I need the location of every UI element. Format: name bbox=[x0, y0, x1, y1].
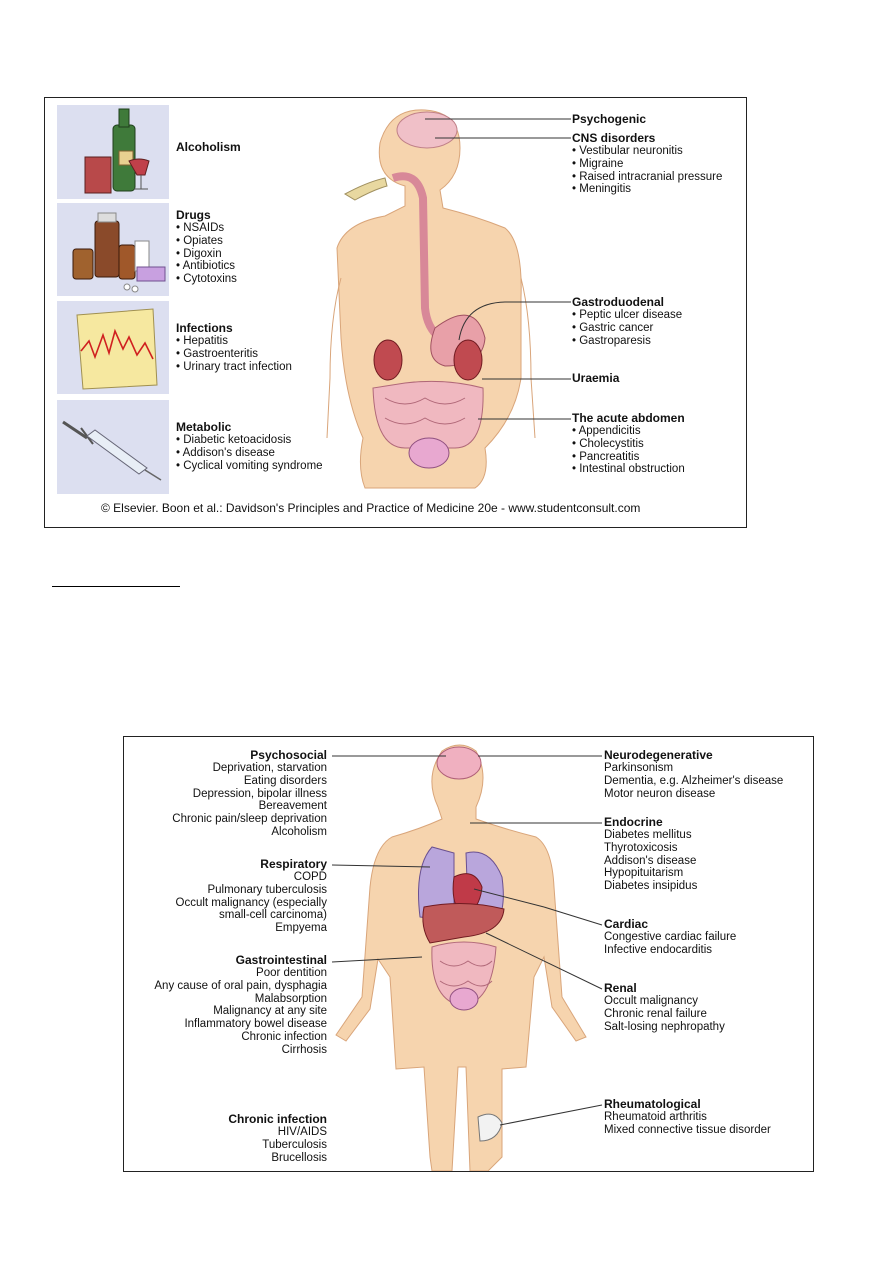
cause-uraemia-title: Uraemia bbox=[572, 371, 620, 385]
list-item: Diabetes insipidus bbox=[604, 880, 698, 893]
cause-renal-title: Renal bbox=[604, 981, 637, 995]
list-item: Diabetes mellitus bbox=[604, 829, 692, 841]
list-item: • Gastroparesis bbox=[572, 334, 651, 347]
list-item: • Raised intracranial pressure bbox=[572, 170, 723, 183]
list-item: Tuberculosis bbox=[262, 1138, 327, 1151]
list-item: Alcoholism bbox=[271, 825, 327, 838]
list-item: Congestive cardiac failure bbox=[604, 931, 737, 943]
list-item: Chronic renal failure bbox=[604, 1007, 707, 1020]
list-item: Malignancy at any site bbox=[213, 1005, 327, 1018]
cause-psychosocial-title: Psychosocial bbox=[250, 748, 327, 762]
list-item: Rheumatoid arthritis bbox=[604, 1111, 707, 1123]
list-item: Infective endocarditis bbox=[604, 943, 713, 956]
list-item: Chronic infection bbox=[241, 1030, 327, 1043]
cause-rheumatological-title: Rheumatological bbox=[604, 1097, 701, 1111]
drug-bottles-icon bbox=[57, 203, 169, 296]
cause-infections-title: Infections bbox=[176, 321, 233, 335]
list-item: • Vestibular neuronitis bbox=[572, 145, 683, 157]
cause-cns bbox=[572, 132, 722, 196]
list-item: Malabsorption bbox=[254, 992, 327, 1005]
list-item: • Addison's disease bbox=[176, 446, 275, 459]
list-item: Any cause of oral pain, dysphagia bbox=[154, 979, 327, 992]
panel-metabolic bbox=[57, 400, 169, 494]
list-item: • Antibiotics bbox=[176, 260, 236, 273]
cause-drugs-title: Drugs bbox=[176, 208, 211, 222]
cause-cns-title: CNS disorders bbox=[572, 131, 656, 145]
list-item: • Cyclical vomiting syndrome bbox=[176, 459, 323, 472]
cause-endocrine bbox=[604, 816, 697, 893]
panel-infections bbox=[57, 301, 169, 394]
cause-gastroduodenal-title: Gastroduodenal bbox=[572, 295, 665, 309]
cause-gastrointestinal bbox=[154, 954, 327, 1057]
figure-weight-loss-causes bbox=[123, 736, 814, 1172]
cause-chronic-infection bbox=[228, 1113, 327, 1164]
list-item: COPD bbox=[293, 871, 327, 883]
cause-respiratory bbox=[176, 858, 327, 935]
list-item: • Gastric cancer bbox=[572, 321, 654, 334]
list-item: Brucellosis bbox=[271, 1151, 327, 1164]
list-item: Empyema bbox=[275, 922, 327, 935]
cause-respiratory-title: Respiratory bbox=[260, 857, 327, 871]
list-item: • Cytotoxins bbox=[176, 273, 237, 286]
cause-endocrine-title: Endocrine bbox=[604, 815, 663, 829]
list-item: • Cholecystitis bbox=[572, 437, 644, 450]
list-item: Hypopituitarism bbox=[604, 867, 684, 880]
list-item: • Intestinal obstruction bbox=[572, 463, 685, 476]
panel-alcoholism bbox=[57, 105, 169, 199]
list-item: Pulmonary tuberculosis bbox=[207, 883, 327, 896]
cause-cardiac bbox=[604, 918, 736, 957]
list-item: Addison's disease bbox=[604, 854, 697, 867]
list-item: • Peptic ulcer disease bbox=[572, 309, 683, 321]
figure-vomiting-causes bbox=[44, 97, 747, 528]
list-item: Occult malignancy bbox=[604, 995, 698, 1007]
list-item: • Gastroenteritis bbox=[176, 347, 259, 360]
list-item: • Urinary tract infection bbox=[176, 360, 292, 373]
list-item: • Meningitis bbox=[572, 183, 632, 196]
list-item: small-cell carcinoma) bbox=[219, 909, 327, 922]
list-item: Dementia, e.g. Alzheimer's disease bbox=[604, 774, 784, 787]
syringe-icon bbox=[57, 400, 169, 494]
list-item: • NSAIDs bbox=[176, 222, 225, 234]
list-item: • Hepatitis bbox=[176, 335, 228, 347]
list-item: Chronic pain/sleep deprivation bbox=[172, 813, 327, 826]
list-item: Cirrhosis bbox=[281, 1043, 327, 1056]
cause-chronic-infection-title: Chronic infection bbox=[228, 1112, 327, 1126]
list-item: Eating disorders bbox=[243, 774, 327, 787]
cause-renal bbox=[604, 982, 725, 1033]
cause-acute-abdomen-title: The acute abdomen bbox=[572, 411, 685, 425]
cause-gastrointestinal-title: Gastrointestinal bbox=[235, 953, 327, 967]
cause-cardiac-title: Cardiac bbox=[604, 917, 649, 931]
list-item: Bereavement bbox=[258, 800, 327, 813]
list-item: Occult malignancy (especially bbox=[175, 896, 327, 909]
cause-acute-abdomen bbox=[572, 412, 685, 476]
panel-drugs bbox=[57, 203, 169, 296]
list-item: • Migraine bbox=[572, 157, 624, 170]
list-item: Mixed connective tissue disorder bbox=[604, 1123, 771, 1136]
list-item: • Appendicitis bbox=[572, 425, 641, 437]
cause-metabolic bbox=[176, 421, 323, 472]
list-item: • Opiates bbox=[176, 234, 223, 247]
alcohol-bottles-icon bbox=[57, 105, 169, 199]
figure-caption: © Elsevier. Boon et al.: Davidson's Principles and Practice of Medicine 20e - www.studentconsult.com bbox=[101, 501, 641, 515]
cause-infections bbox=[176, 322, 292, 373]
cause-psychosocial bbox=[172, 749, 327, 839]
list-item: Deprivation, starvation bbox=[212, 762, 327, 774]
list-item: • Digoxin bbox=[176, 247, 222, 260]
cause-psychogenic-title: Psychogenic bbox=[572, 112, 647, 126]
cause-rheumatological bbox=[604, 1098, 771, 1137]
list-item: Inflammatory bowel disease bbox=[184, 1018, 327, 1031]
list-item: Parkinsonism bbox=[604, 762, 674, 774]
list-item: • Pancreatitis bbox=[572, 450, 640, 463]
section-divider bbox=[52, 586, 180, 587]
cause-gastroduodenal bbox=[572, 296, 682, 347]
list-item: Motor neuron disease bbox=[604, 787, 716, 800]
list-item: Salt-losing nephropathy bbox=[604, 1020, 725, 1033]
cause-neurodegenerative bbox=[604, 749, 783, 800]
list-item: Thyrotoxicosis bbox=[604, 841, 678, 854]
cause-neurodegenerative-title: Neurodegenerative bbox=[604, 748, 713, 762]
cause-metabolic-title: Metabolic bbox=[176, 420, 232, 434]
cause-alcoholism-title: Alcoholism bbox=[176, 140, 241, 154]
list-item: Depression, bipolar illness bbox=[192, 787, 327, 800]
list-item: Poor dentition bbox=[256, 967, 327, 979]
cause-drugs bbox=[176, 209, 237, 286]
fever-chart-icon bbox=[57, 301, 169, 394]
list-item: • Diabetic ketoacidosis bbox=[176, 434, 292, 446]
list-item: HIV/AIDS bbox=[277, 1126, 327, 1138]
